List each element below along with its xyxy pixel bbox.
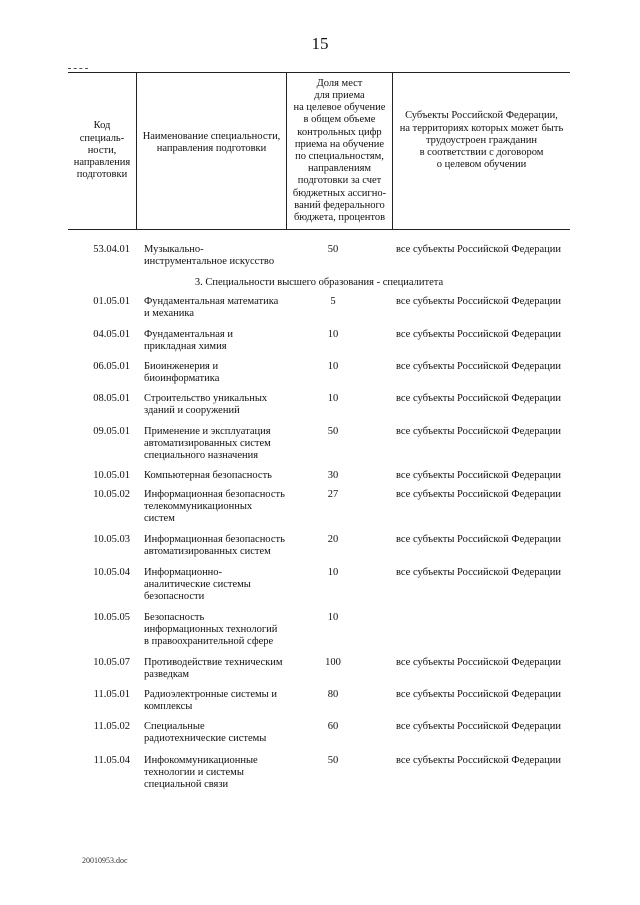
row-code: 11.05.01 — [93, 689, 130, 700]
row-subjects: все субъекты Российской Федерации — [396, 361, 561, 372]
row-subjects: все субъекты Российской Федерации — [396, 567, 561, 578]
row-share: 10 — [327, 361, 339, 372]
row-share: 50 — [327, 426, 339, 437]
row-subjects: все субъекты Российской Федерации — [396, 755, 561, 766]
row-name: Противодействие техническим разведкам — [144, 657, 283, 681]
row-name: Информационная безопасность телекоммуникационных систем — [144, 489, 285, 525]
row-name: Специальные радиотехнические системы — [144, 721, 267, 745]
header-share-column — [286, 73, 392, 229]
row-name: Фундаментальная и прикладная химия — [144, 329, 233, 353]
header-subjects-column — [392, 73, 570, 229]
header-code-label: Код специаль- ности, направления подготовки — [73, 120, 131, 181]
row-share: 5 — [330, 296, 336, 307]
row-code: 10.05.05 — [93, 612, 130, 623]
header-subjects-label: Субъекты Российской Федерации, на территориях которых может быть трудоустроен гражданин в соответствии с договором о целевом обучении — [399, 110, 564, 171]
row-code: 09.05.01 — [93, 426, 130, 437]
row-code: 10.05.02 — [93, 489, 130, 500]
row-name: Биоинженерия и биоинформатика — [144, 361, 220, 385]
row-subjects: все субъекты Российской Федерации — [396, 393, 561, 404]
row-subjects: все субъекты Российской Федерации — [396, 489, 561, 500]
row-share: 10 — [327, 393, 339, 404]
row-code: 10.05.01 — [93, 470, 130, 481]
row-name: Безопасность информационных технологий в правоохранительной сфере — [144, 612, 278, 648]
row-code: 04.05.01 — [93, 329, 130, 340]
row-name: Информационная безопасность автоматизированных систем — [144, 534, 285, 558]
row-share: 80 — [327, 689, 339, 700]
row-name: Строительство уникальных зданий и сооружений — [144, 393, 268, 417]
header-name-label: Наименование специальности, направления подготовки — [142, 130, 281, 154]
row-share: 50 — [327, 755, 339, 766]
row-subjects: все субъекты Российской Федерации — [396, 244, 561, 255]
section-title: 3. Специальности высшего образования - специалитета — [194, 277, 444, 288]
row-code: 11.05.02 — [93, 721, 130, 732]
row-share: 60 — [327, 721, 339, 732]
row-share: 100 — [325, 657, 341, 668]
row-code: 10.05.03 — [93, 534, 130, 545]
header-name-column — [136, 73, 286, 229]
row-subjects: все субъекты Российской Федерации — [396, 470, 561, 481]
row-name: Радиоэлектронные системы и комплексы — [144, 689, 277, 713]
row-name: Инфокоммуникационные технологии и системы специальной связи — [144, 755, 258, 791]
row-code: 08.05.01 — [93, 393, 130, 404]
row-subjects: все субъекты Российской Федерации — [396, 689, 561, 700]
header-share-label: Доля мест для приема на целевое обучение в общем объеме контрольных цифр приема на обучение по специальностям, направлениям подготовки за счет бюджетных ассигно- ваний федерального бюджета, процентов — [292, 77, 387, 224]
row-share: 10 — [327, 329, 339, 340]
row-share: 30 — [327, 470, 339, 481]
row-subjects: все субъекты Российской Федерации — [396, 721, 561, 732]
page-number: 15 — [311, 34, 329, 53]
row-subjects: все субъекты Российской Федерации — [396, 329, 561, 340]
row-code: 06.05.01 — [93, 361, 130, 372]
row-code: 11.05.04 — [93, 755, 130, 766]
row-code: 10.05.04 — [93, 567, 130, 578]
row-code: 53.04.01 — [93, 244, 130, 255]
row-code: 01.05.01 — [93, 296, 130, 307]
row-share: 27 — [327, 489, 339, 500]
row-subjects: все субъекты Российской Федерации — [396, 296, 561, 307]
row-share: 10 — [327, 612, 339, 623]
row-share: 10 — [327, 567, 339, 578]
row-name: Информационно- аналитические системы безопасности — [144, 567, 251, 603]
row-name: Компьютерная безопасность — [144, 470, 272, 481]
row-name: Фундаментальная математика и механика — [144, 296, 279, 320]
table-header — [68, 72, 570, 230]
row-subjects: все субъекты Российской Федерации — [396, 534, 561, 545]
row-code: 10.05.07 — [93, 657, 130, 668]
row-subjects: все субъекты Российской Федерации — [396, 657, 561, 668]
row-subjects: все субъекты Российской Федерации — [396, 426, 561, 437]
row-share: 50 — [327, 244, 339, 255]
header-code-column — [68, 73, 136, 229]
footer-filename: 20010953.doc — [82, 856, 128, 865]
row-share: 20 — [327, 534, 339, 545]
header-dash-mark — [68, 68, 88, 69]
row-name: Применение и эксплуатация автоматизированных систем специального назначения — [144, 426, 271, 462]
row-name: Музыкально- инструментальное искусство — [144, 244, 275, 268]
